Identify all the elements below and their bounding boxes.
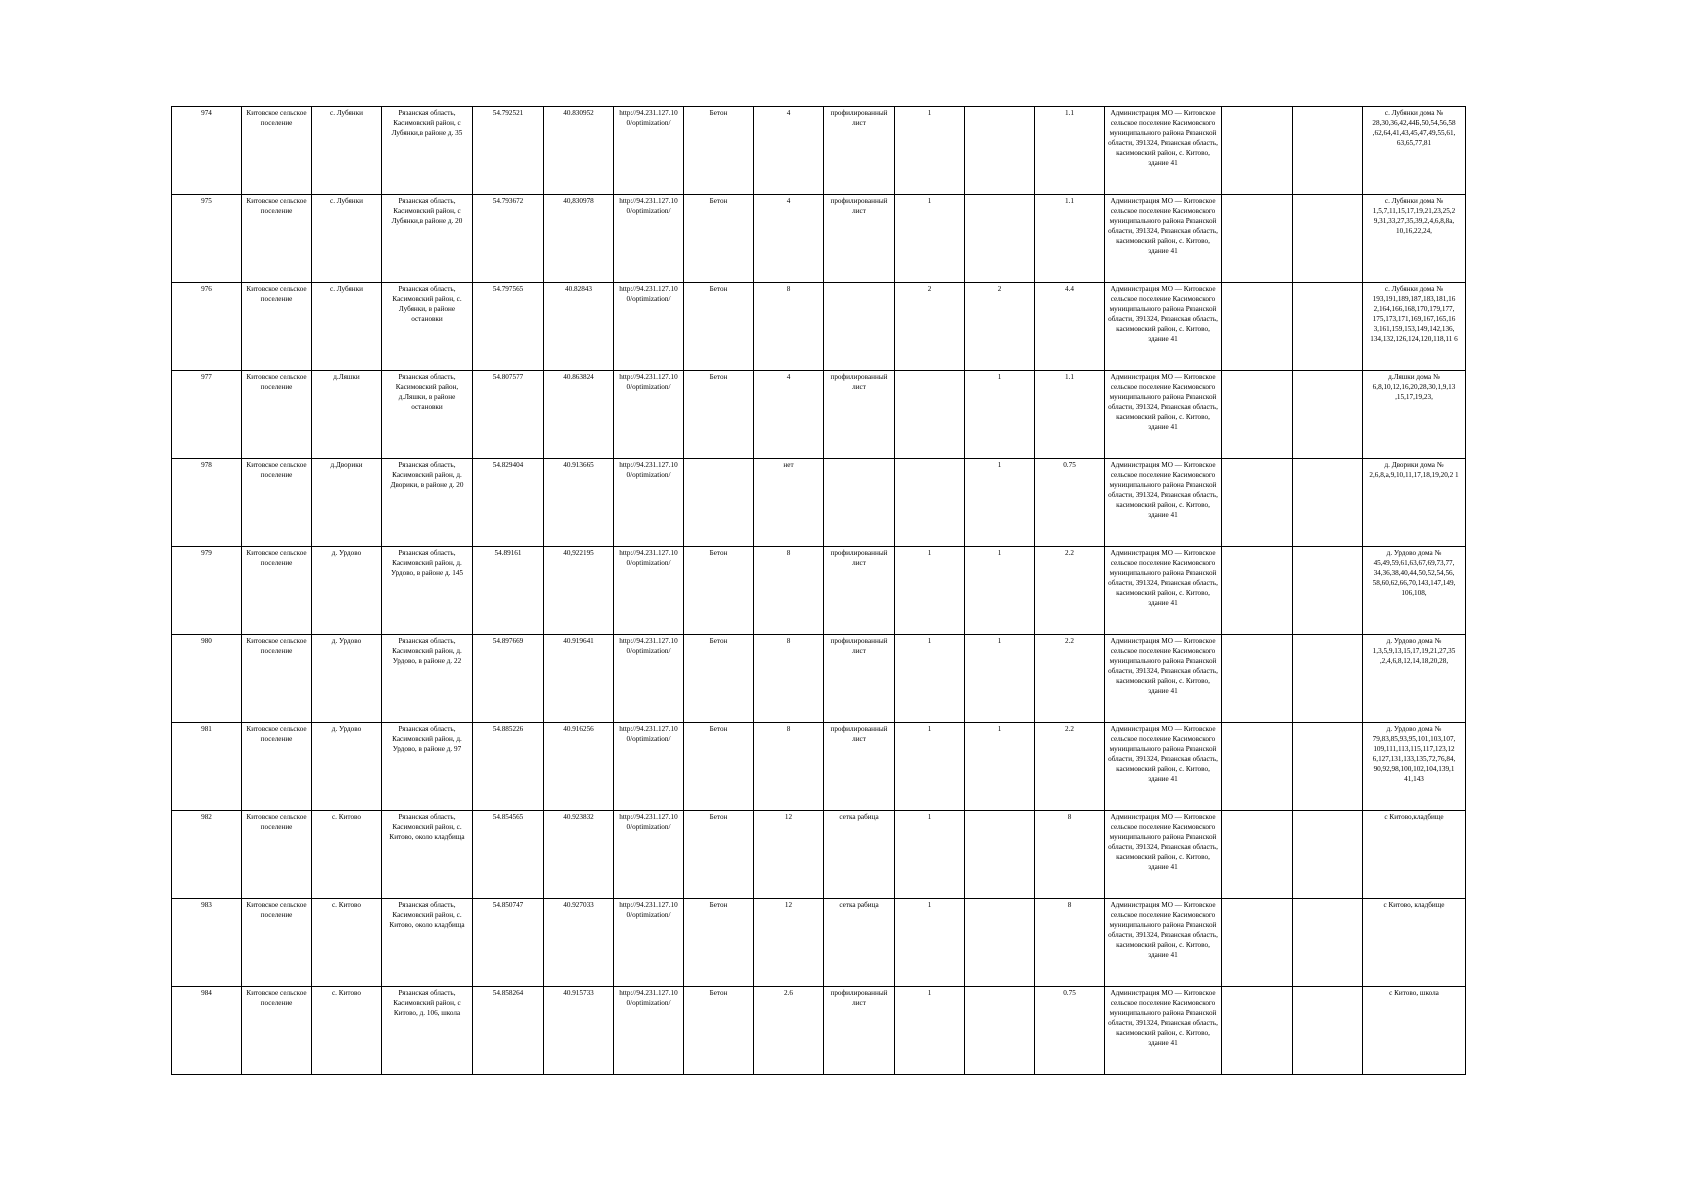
latitude-cell: 54.829404 (473, 459, 544, 547)
empty-cell-a (1222, 635, 1293, 723)
locality-cell: с. Лубянки (312, 195, 382, 283)
latitude-cell: 54.885226 (473, 723, 544, 811)
served-objects-cell: с Китово,кладбище (1363, 811, 1466, 899)
empty-cell-a (1222, 811, 1293, 899)
row-number: 984 (172, 987, 242, 1075)
served-objects-cell: д. Урдово дома № 1,3,5,9,13,15,17,19,21,27,35 ,2,4,6,8,12,14,18,20,28, (1363, 635, 1466, 723)
latitude-cell: 54.89161 (473, 547, 544, 635)
settlement-cell: Китовское сельское поселение (242, 811, 312, 899)
container-count-cell: 1 (895, 987, 965, 1075)
surface-cell: Бетон (684, 547, 754, 635)
volume-cell: 2.2 (1035, 635, 1105, 723)
locality-cell: д.Дворики (312, 459, 382, 547)
row-number: 976 (172, 283, 242, 371)
fence-cell (824, 459, 895, 547)
row-number: 975 (172, 195, 242, 283)
table-row (172, 899, 1466, 987)
locality-cell: с. Лубянки (312, 283, 382, 371)
area-cell: 8 (754, 723, 824, 811)
url-cell: http://94.231.127.10 0/optimization/ (614, 107, 684, 195)
empty-cell-a (1222, 547, 1293, 635)
surface-cell (684, 459, 754, 547)
area-cell: 8 (754, 283, 824, 371)
url-cell: http://94.231.127.10 0/optimization/ (614, 371, 684, 459)
fence-cell: профилированный лист (824, 987, 895, 1075)
empty-cell-b (1293, 371, 1363, 459)
surface-cell: Бетон (684, 635, 754, 723)
address-cell: Рязанская область, Касимовский район, д. Дворики, в районе д. 20 (382, 459, 473, 547)
owner-cell: Администрация МО — Китовское сельское поселение Касимовского муниципального района Рязанской области, 391324, Рязанская область, касимовский район, с. Китово, здание 41 (1105, 723, 1222, 811)
row-number: 980 (172, 635, 242, 723)
served-objects-cell: с. Лубянки дома № 1,5,7,11,15,17,19,21,23,25,2 9,31,33,27,35,39,2,4,6,8,8а, 10,16,22,24, (1363, 195, 1466, 283)
empty-cell-b (1293, 195, 1363, 283)
fence-cell: профилированный лист (824, 371, 895, 459)
locality-cell: д. Урдово (312, 547, 382, 635)
owner-cell: Администрация МО — Китовское сельское поселение Касимовского муниципального района Рязанской области, 391324, Рязанская область, касимовский район, с. Китово, здание 41 (1105, 811, 1222, 899)
served-objects-cell: д. Дворики дома № 2,6,8,а,9,10,11,17,18,19,20,2 1 (1363, 459, 1466, 547)
locality-cell: с. Китово (312, 899, 382, 987)
container-count-cell: 1 (895, 547, 965, 635)
latitude-cell: 54.792521 (473, 107, 544, 195)
fence-cell: профилированный лист (824, 723, 895, 811)
surface-cell: Бетон (684, 723, 754, 811)
volume-cell: 1.1 (1035, 195, 1105, 283)
empty-cell-a (1222, 459, 1293, 547)
address-cell: Рязанская область, Касимовский район, д. Урдово, в районе д. 97 (382, 723, 473, 811)
locality-cell: с. Китово (312, 987, 382, 1075)
longitude-cell: 40.923832 (544, 811, 614, 899)
longitude-cell: 40.916256 (544, 723, 614, 811)
fence-cell: сетка рабица (824, 811, 895, 899)
container-count-cell (895, 371, 965, 459)
table-row (172, 547, 1466, 635)
empty-cell-a (1222, 987, 1293, 1075)
volume-cell: 1.1 (1035, 107, 1105, 195)
area-cell: 4 (754, 195, 824, 283)
url-cell: http://94.231.127.10 0/optimization/ (614, 459, 684, 547)
locality-cell: д. Урдово (312, 723, 382, 811)
register-sheet (171, 106, 1466, 1075)
volume-cell: 8 (1035, 899, 1105, 987)
latitude-cell: 54.793672 (473, 195, 544, 283)
row-number: 981 (172, 723, 242, 811)
served-objects-cell: с Китово, кладбище (1363, 899, 1466, 987)
table-row (172, 107, 1466, 195)
fence-cell (824, 283, 895, 371)
table-row (172, 811, 1466, 899)
bunker-count-cell (965, 195, 1035, 283)
latitude-cell: 54.850747 (473, 899, 544, 987)
area-cell: 12 (754, 899, 824, 987)
url-cell: http://94.231.127.10 0/optimization/ (614, 899, 684, 987)
table-row (172, 283, 1466, 371)
served-objects-cell: с. Лубянки дома № 28,30,36,42,44Б,50,54,56,58 ,62,64,41,43,45,47,49,55,61, 63,65,77,81 (1363, 107, 1466, 195)
table-row (172, 987, 1466, 1075)
address-cell: Рязанская область, Касимовский район, д. Урдово, в районе д. 145 (382, 547, 473, 635)
longitude-cell: 40,830978 (544, 195, 614, 283)
url-cell: http://94.231.127.10 0/optimization/ (614, 723, 684, 811)
empty-cell-a (1222, 283, 1293, 371)
latitude-cell: 54.858264 (473, 987, 544, 1075)
locality-cell: с. Лубянки (312, 107, 382, 195)
container-count-cell: 1 (895, 107, 965, 195)
container-count-cell: 1 (895, 811, 965, 899)
bunker-count-cell (965, 987, 1035, 1075)
table-row (172, 635, 1466, 723)
empty-cell-b (1293, 547, 1363, 635)
volume-cell: 2.2 (1035, 547, 1105, 635)
longitude-cell: 40.913665 (544, 459, 614, 547)
latitude-cell: 54.897669 (473, 635, 544, 723)
settlement-cell: Китовское сельское поселение (242, 371, 312, 459)
address-cell: Рязанская область, Касимовский район, с Лубянки,в районе д. 20 (382, 195, 473, 283)
address-cell: Рязанская область, Касимовский район, с Китово, д. 106, школа (382, 987, 473, 1075)
row-number: 983 (172, 899, 242, 987)
locality-cell: с. Китово (312, 811, 382, 899)
empty-cell-b (1293, 459, 1363, 547)
owner-cell: Администрация МО — Китовское сельское поселение Касимовского муниципального района Рязанской области, 391324, Рязанская область, касимовский район, с. Китово, здание 41 (1105, 459, 1222, 547)
row-number: 974 (172, 107, 242, 195)
fence-cell: сетка рабица (824, 899, 895, 987)
settlement-cell: Китовское сельское поселение (242, 987, 312, 1075)
owner-cell: Администрация МО — Китовское сельское поселение Касимовского муниципального района Рязанской области, 391324, Рязанская область, касимовский район, с. Китово, здание 41 (1105, 635, 1222, 723)
area-cell: 12 (754, 811, 824, 899)
settlement-cell: Китовское сельское поселение (242, 459, 312, 547)
volume-cell: 0.75 (1035, 987, 1105, 1075)
latitude-cell: 54.807577 (473, 371, 544, 459)
bunker-count-cell (965, 107, 1035, 195)
bunker-count-cell: 1 (965, 723, 1035, 811)
address-cell: Рязанская область, Касимовский район, с. Китово, около кладбища (382, 899, 473, 987)
address-cell: Рязанская область, Касимовский район, д. Урдово, в районе д. 22 (382, 635, 473, 723)
settlement-cell: Китовское сельское поселение (242, 547, 312, 635)
empty-cell-b (1293, 811, 1363, 899)
table-row (172, 195, 1466, 283)
volume-cell: 1.1 (1035, 371, 1105, 459)
longitude-cell: 40.82843 (544, 283, 614, 371)
address-cell: Рязанская область, Касимовский район, с Лубянки,в районе д. 35 (382, 107, 473, 195)
empty-cell-b (1293, 987, 1363, 1075)
settlement-cell: Китовское сельское поселение (242, 723, 312, 811)
owner-cell: Администрация МО — Китовское сельское поселение Касимовского муниципального района Рязанской области, 391324, Рязанская область, касимовский район, с. Китово, здание 41 (1105, 195, 1222, 283)
url-cell: http://94.231.127.10 0/optimization/ (614, 547, 684, 635)
empty-cell-b (1293, 283, 1363, 371)
empty-cell-a (1222, 195, 1293, 283)
area-cell: 4 (754, 107, 824, 195)
fence-cell: профилированный лист (824, 547, 895, 635)
volume-cell: 8 (1035, 811, 1105, 899)
url-cell: http://94.231.127.10 0/optimization/ (614, 987, 684, 1075)
locality-cell: д. Урдово (312, 635, 382, 723)
settlement-cell: Китовское сельское поселение (242, 283, 312, 371)
longitude-cell: 40.863824 (544, 371, 614, 459)
owner-cell: Администрация МО — Китовское сельское поселение Касимовского муниципального района Рязанской области, 391324, Рязанская область, касимовский район, с. Китово, здание 41 (1105, 547, 1222, 635)
longitude-cell: 40.927033 (544, 899, 614, 987)
address-cell: Рязанская область, Касимовский район, с. Китово, около кладбища (382, 811, 473, 899)
longitude-cell: 40.919641 (544, 635, 614, 723)
surface-cell: Бетон (684, 371, 754, 459)
surface-cell: Бетон (684, 899, 754, 987)
empty-cell-b (1293, 899, 1363, 987)
row-number: 982 (172, 811, 242, 899)
empty-cell-a (1222, 723, 1293, 811)
waste-site-register-table (171, 106, 1466, 1075)
row-number: 979 (172, 547, 242, 635)
bunker-count-cell: 1 (965, 547, 1035, 635)
longitude-cell: 40,922195 (544, 547, 614, 635)
served-objects-cell: д. Урдово дома № 45,49,59,61,63,67,69,73,77, 34,36,38,40,44,50,52,54,56, 58,60,62,66,70,143,147,149, 106,108, (1363, 547, 1466, 635)
owner-cell: Администрация МО — Китовское сельское поселение Касимовского муниципального района Рязанской области, 391324, Рязанская область, касимовский район, с. Китово, здание 41 (1105, 283, 1222, 371)
served-objects-cell: д.Ляшки дома № 6,8,10,12,16,20,28,30,1,9,13 ,15,17,19,23, (1363, 371, 1466, 459)
empty-cell-a (1222, 371, 1293, 459)
url-cell: http://94.231.127.10 0/optimization/ (614, 195, 684, 283)
bunker-count-cell: 1 (965, 459, 1035, 547)
settlement-cell: Китовское сельское поселение (242, 635, 312, 723)
area-cell: 8 (754, 547, 824, 635)
url-cell: http://94.231.127.10 0/optimization/ (614, 635, 684, 723)
container-count-cell: 1 (895, 195, 965, 283)
address-cell: Рязанская область, Касимовский район, д.Ляшки, в районе остановки (382, 371, 473, 459)
table-row (172, 459, 1466, 547)
bunker-count-cell: 1 (965, 371, 1035, 459)
fence-cell: профилированный лист (824, 107, 895, 195)
container-count-cell: 1 (895, 635, 965, 723)
owner-cell: Администрация МО — Китовское сельское поселение Касимовского муниципального района Рязанской области, 391324, Рязанская область, касимовский район, с. Китово, здание 41 (1105, 107, 1222, 195)
served-objects-cell: д. Урдово дома № 79,83,85,93,95,101,103,107, 109,111,113,115,117,123,12 6,127,131,133,135,72,76,84, 90,92,98,100,102,104,139,1 41,143 (1363, 723, 1466, 811)
bunker-count-cell: 1 (965, 635, 1035, 723)
longitude-cell: 40.915733 (544, 987, 614, 1075)
volume-cell: 0.75 (1035, 459, 1105, 547)
surface-cell: Бетон (684, 195, 754, 283)
owner-cell: Администрация МО — Китовское сельское поселение Касимовского муниципального района Рязанской области, 391324, Рязанская область, касимовский район, с. Китово, здание 41 (1105, 371, 1222, 459)
latitude-cell: 54.797565 (473, 283, 544, 371)
locality-cell: д.Ляшки (312, 371, 382, 459)
served-objects-cell: с Китово, школа (1363, 987, 1466, 1075)
area-cell: нет (754, 459, 824, 547)
fence-cell: профилированный лист (824, 635, 895, 723)
fence-cell: профилированный лист (824, 195, 895, 283)
row-number: 978 (172, 459, 242, 547)
container-count-cell: 1 (895, 899, 965, 987)
volume-cell: 2.2 (1035, 723, 1105, 811)
address-cell: Рязанская область, Касимовский район, с. Лубянки, в районе остановки (382, 283, 473, 371)
empty-cell-b (1293, 635, 1363, 723)
surface-cell: Бетон (684, 283, 754, 371)
url-cell: http://94.231.127.10 0/optimization/ (614, 811, 684, 899)
area-cell: 8 (754, 635, 824, 723)
area-cell: 4 (754, 371, 824, 459)
surface-cell: Бетон (684, 811, 754, 899)
surface-cell: Бетон (684, 987, 754, 1075)
longitude-cell: 40.830952 (544, 107, 614, 195)
surface-cell: Бетон (684, 107, 754, 195)
url-cell: http://94.231.127.10 0/optimization/ (614, 283, 684, 371)
volume-cell: 4.4 (1035, 283, 1105, 371)
container-count-cell: 1 (895, 723, 965, 811)
owner-cell: Администрация МО — Китовское сельское поселение Касимовского муниципального района Рязанской области, 391324, Рязанская область, касимовский район, с. Китово, здание 41 (1105, 987, 1222, 1075)
bunker-count-cell (965, 811, 1035, 899)
container-count-cell (895, 459, 965, 547)
served-objects-cell: с. Лубянки дома № 193,191,189,187,183,181,16 2,164,166,168,170,179,177, 175,173,171,169,167,165,16 3,161,159,153,149,142,136, 134,132,126,124,120,118,11 6 (1363, 283, 1466, 371)
settlement-cell: Китовское сельское поселение (242, 195, 312, 283)
register-body (172, 107, 1466, 1075)
bunker-count-cell (965, 899, 1035, 987)
empty-cell-a (1222, 899, 1293, 987)
area-cell: 2.6 (754, 987, 824, 1075)
settlement-cell: Китовское сельское поселение (242, 899, 312, 987)
empty-cell-a (1222, 107, 1293, 195)
table-row (172, 723, 1466, 811)
owner-cell: Администрация МО — Китовское сельское поселение Касимовского муниципального района Рязанской области, 391324, Рязанская область, касимовский район, с. Китово, здание 41 (1105, 899, 1222, 987)
latitude-cell: 54.854565 (473, 811, 544, 899)
bunker-count-cell: 2 (965, 283, 1035, 371)
settlement-cell: Китовское сельское поселение (242, 107, 312, 195)
empty-cell-b (1293, 723, 1363, 811)
table-row (172, 371, 1466, 459)
empty-cell-b (1293, 107, 1363, 195)
container-count-cell: 2 (895, 283, 965, 371)
row-number: 977 (172, 371, 242, 459)
